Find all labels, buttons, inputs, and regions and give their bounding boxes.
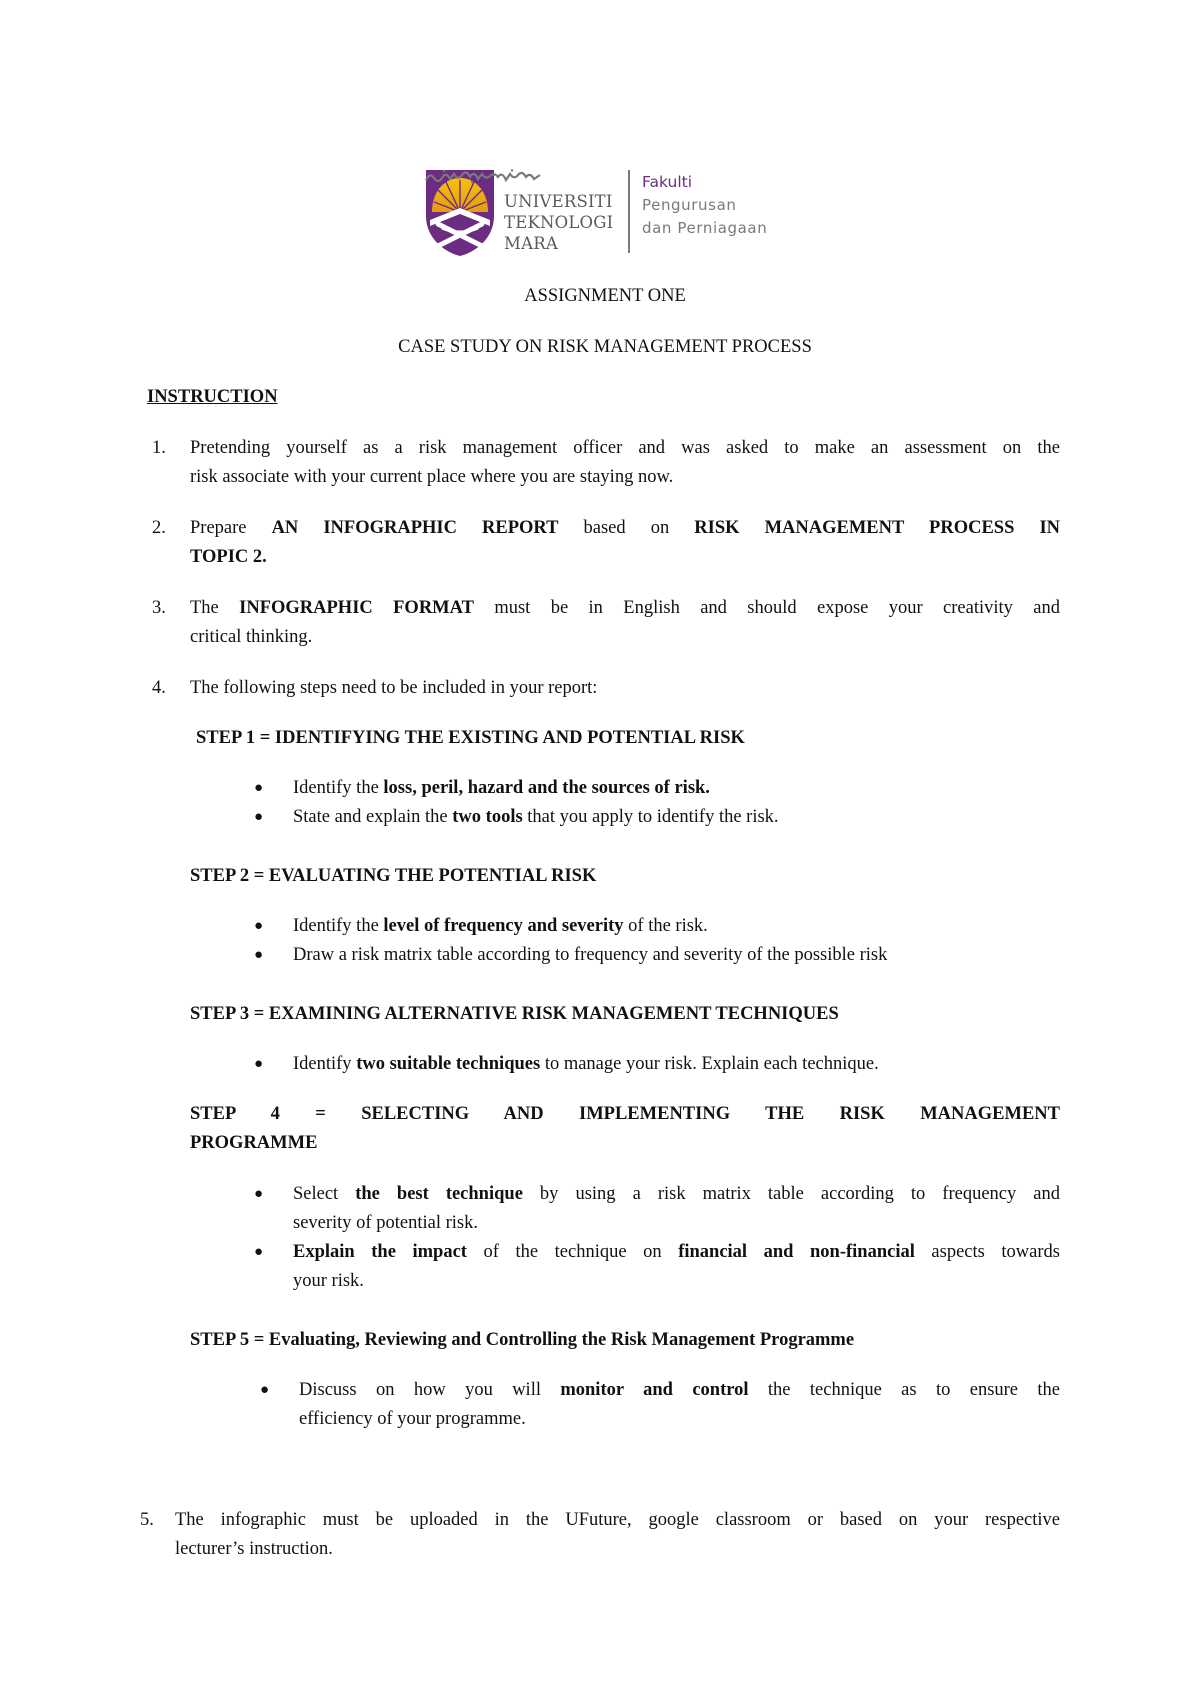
faculty-name-line-1: Fakulti [642, 173, 693, 191]
step-3-bullet-1 [293, 1050, 879, 1079]
faculty-name-line-3: dan Perniagaan [642, 219, 768, 237]
bullet-icon: ● [254, 1186, 264, 1202]
step-4-bullet-1-line-1 [293, 1180, 1060, 1209]
bullet-icon: ● [254, 780, 264, 796]
step-1-bullet-2-text-2: that you apply to identify the risk. [522, 807, 779, 827]
step-2-heading: STEP 2 = EVALUATING THE POTENTIAL RISK [190, 866, 597, 886]
step-4-bullet-1-bold: the best technique [355, 1184, 523, 1204]
item-2-bold-1: AN INFOGRAPHIC REPORT [271, 518, 559, 538]
step-1-bullet-1-bold: loss, peril, hazard and the sources of risk. [383, 778, 710, 798]
step-4-bullet-1-text-2: by using a risk matrix table according to frequency and [522, 1184, 1060, 1204]
item-3-text-2: must be in English and should expose your creativity and [473, 598, 1060, 618]
step-2-bullet-1-text-2: of the risk. [623, 916, 708, 936]
university-name-line-1: UNIVERSITI [504, 192, 613, 211]
item-3-line-1 [190, 594, 1060, 623]
step-4-heading-line-2: PROGRAMME [190, 1133, 318, 1153]
step-5-bullet-1-text-1: Discuss on how you will [299, 1380, 561, 1400]
step-2-bullet-2: Draw a risk matrix table according to frequency and severity of the possible risk [293, 945, 888, 965]
item-2-line-1 [190, 514, 1060, 543]
step-4-bullet-2-text-2: aspects towards [914, 1242, 1060, 1262]
step-3-bullet-1-bold: two suitable techniques [356, 1054, 541, 1074]
item-2-bold-2: RISK MANAGEMENT PROCESS IN [694, 518, 1061, 538]
university-name-line-2: TEKNOLOGI [504, 213, 614, 232]
item-1-number: 1. [152, 438, 166, 458]
step-4-bullet-2-line-1 [293, 1238, 1060, 1267]
step-5-bullet-1-line-1 [299, 1376, 1060, 1405]
step-2-bullet-1-bold: level of frequency and severity [383, 916, 624, 936]
step-3-bullet-1-text-2: to manage your risk. Explain each technique. [540, 1054, 879, 1074]
item-2-text-2: based on [558, 518, 695, 538]
step-1-bullet-1-text: Identify the [293, 778, 384, 798]
step-3-heading: STEP 3 = EXAMINING ALTERNATIVE RISK MANAGEMENT TECHNIQUES [190, 1004, 839, 1024]
step-4-bullet-2-text-1: of the technique on [466, 1242, 679, 1262]
faculty-name-line-2: Pengurusan [642, 196, 737, 214]
uitm-faculty-logo [424, 168, 790, 258]
item-1-line-1: Pretending yourself as a risk management officer and was asked to make an assessment on the [190, 438, 1060, 458]
instruction-heading: INSTRUCTION [147, 387, 278, 407]
step-2-bullet-1 [293, 912, 708, 941]
step-5-heading: STEP 5 = Evaluating, Reviewing and Controlling the Risk Management Programme [190, 1330, 855, 1350]
step-2-bullet-1-text-1: Identify the [293, 916, 384, 936]
item-3-number: 3. [152, 598, 166, 618]
item-4-number: 4. [152, 678, 166, 698]
step-1-bullet-2-text-1: State and explain the [293, 807, 453, 827]
item-5-line-1: The infographic must be uploaded in the UFuture, google classroom or based on your respective [175, 1510, 1060, 1530]
bullet-icon: ● [254, 809, 264, 825]
step-1-bullet-1 [293, 774, 710, 803]
assignment-title: ASSIGNMENT ONE [524, 286, 686, 306]
step-4-bullet-2-line-2: your risk. [293, 1271, 364, 1291]
step-5-bullet-1-line-2: efficiency of your programme. [299, 1409, 526, 1429]
step-1-heading: STEP 1 = IDENTIFYING THE EXISTING AND POTENTIAL RISK [196, 728, 745, 748]
bullet-icon: ● [254, 1056, 264, 1072]
item-3-line-2: critical thinking. [190, 627, 313, 647]
item-3-bold-1: INFOGRAPHIC FORMAT [239, 598, 474, 618]
arabic-script-wordmark [424, 168, 542, 184]
bullet-icon: ● [254, 947, 264, 963]
step-1-bullet-2-bold: two tools [452, 807, 523, 827]
step-5-bullet-1-text-2: the technique as to ensure the [748, 1380, 1061, 1400]
step-4-bullet-2-bold-1: Explain the impact [293, 1242, 467, 1262]
item-5-line-2: lecturer’s instruction. [175, 1539, 333, 1559]
step-4-heading-line-1: STEP 4 = SELECTING AND IMPLEMENTING THE RISK MANAGEMENT [190, 1104, 1060, 1124]
step-4-bullet-2-bold-2: financial and non-financial [678, 1242, 915, 1262]
bullet-icon: ● [254, 918, 264, 934]
item-3-text-1: The [190, 598, 240, 618]
bullet-icon: ● [260, 1382, 270, 1398]
step-4-bullet-1-text-1: Select [293, 1184, 356, 1204]
item-1-line-2: risk associate with your current place where you are staying now. [190, 467, 674, 487]
university-name-line-3: MARA [504, 234, 558, 253]
item-2-line-2: TOPIC 2. [190, 547, 267, 567]
step-5-bullet-1-bold: monitor and control [560, 1380, 749, 1400]
step-3-bullet-1-text-1: Identify [293, 1054, 357, 1074]
logo-divider [628, 170, 630, 253]
item-2-number: 2. [152, 518, 166, 538]
item-5-number: 5. [140, 1510, 154, 1530]
step-1-bullet-2 [293, 803, 779, 832]
item-4-text: The following steps need to be included in your report: [190, 678, 598, 698]
assignment-subtitle: CASE STUDY ON RISK MANAGEMENT PROCESS [398, 337, 812, 357]
bullet-icon: ● [254, 1244, 264, 1260]
step-4-bullet-1-line-2: severity of potential risk. [293, 1213, 478, 1233]
item-2-text-1: Prepare [190, 518, 272, 538]
